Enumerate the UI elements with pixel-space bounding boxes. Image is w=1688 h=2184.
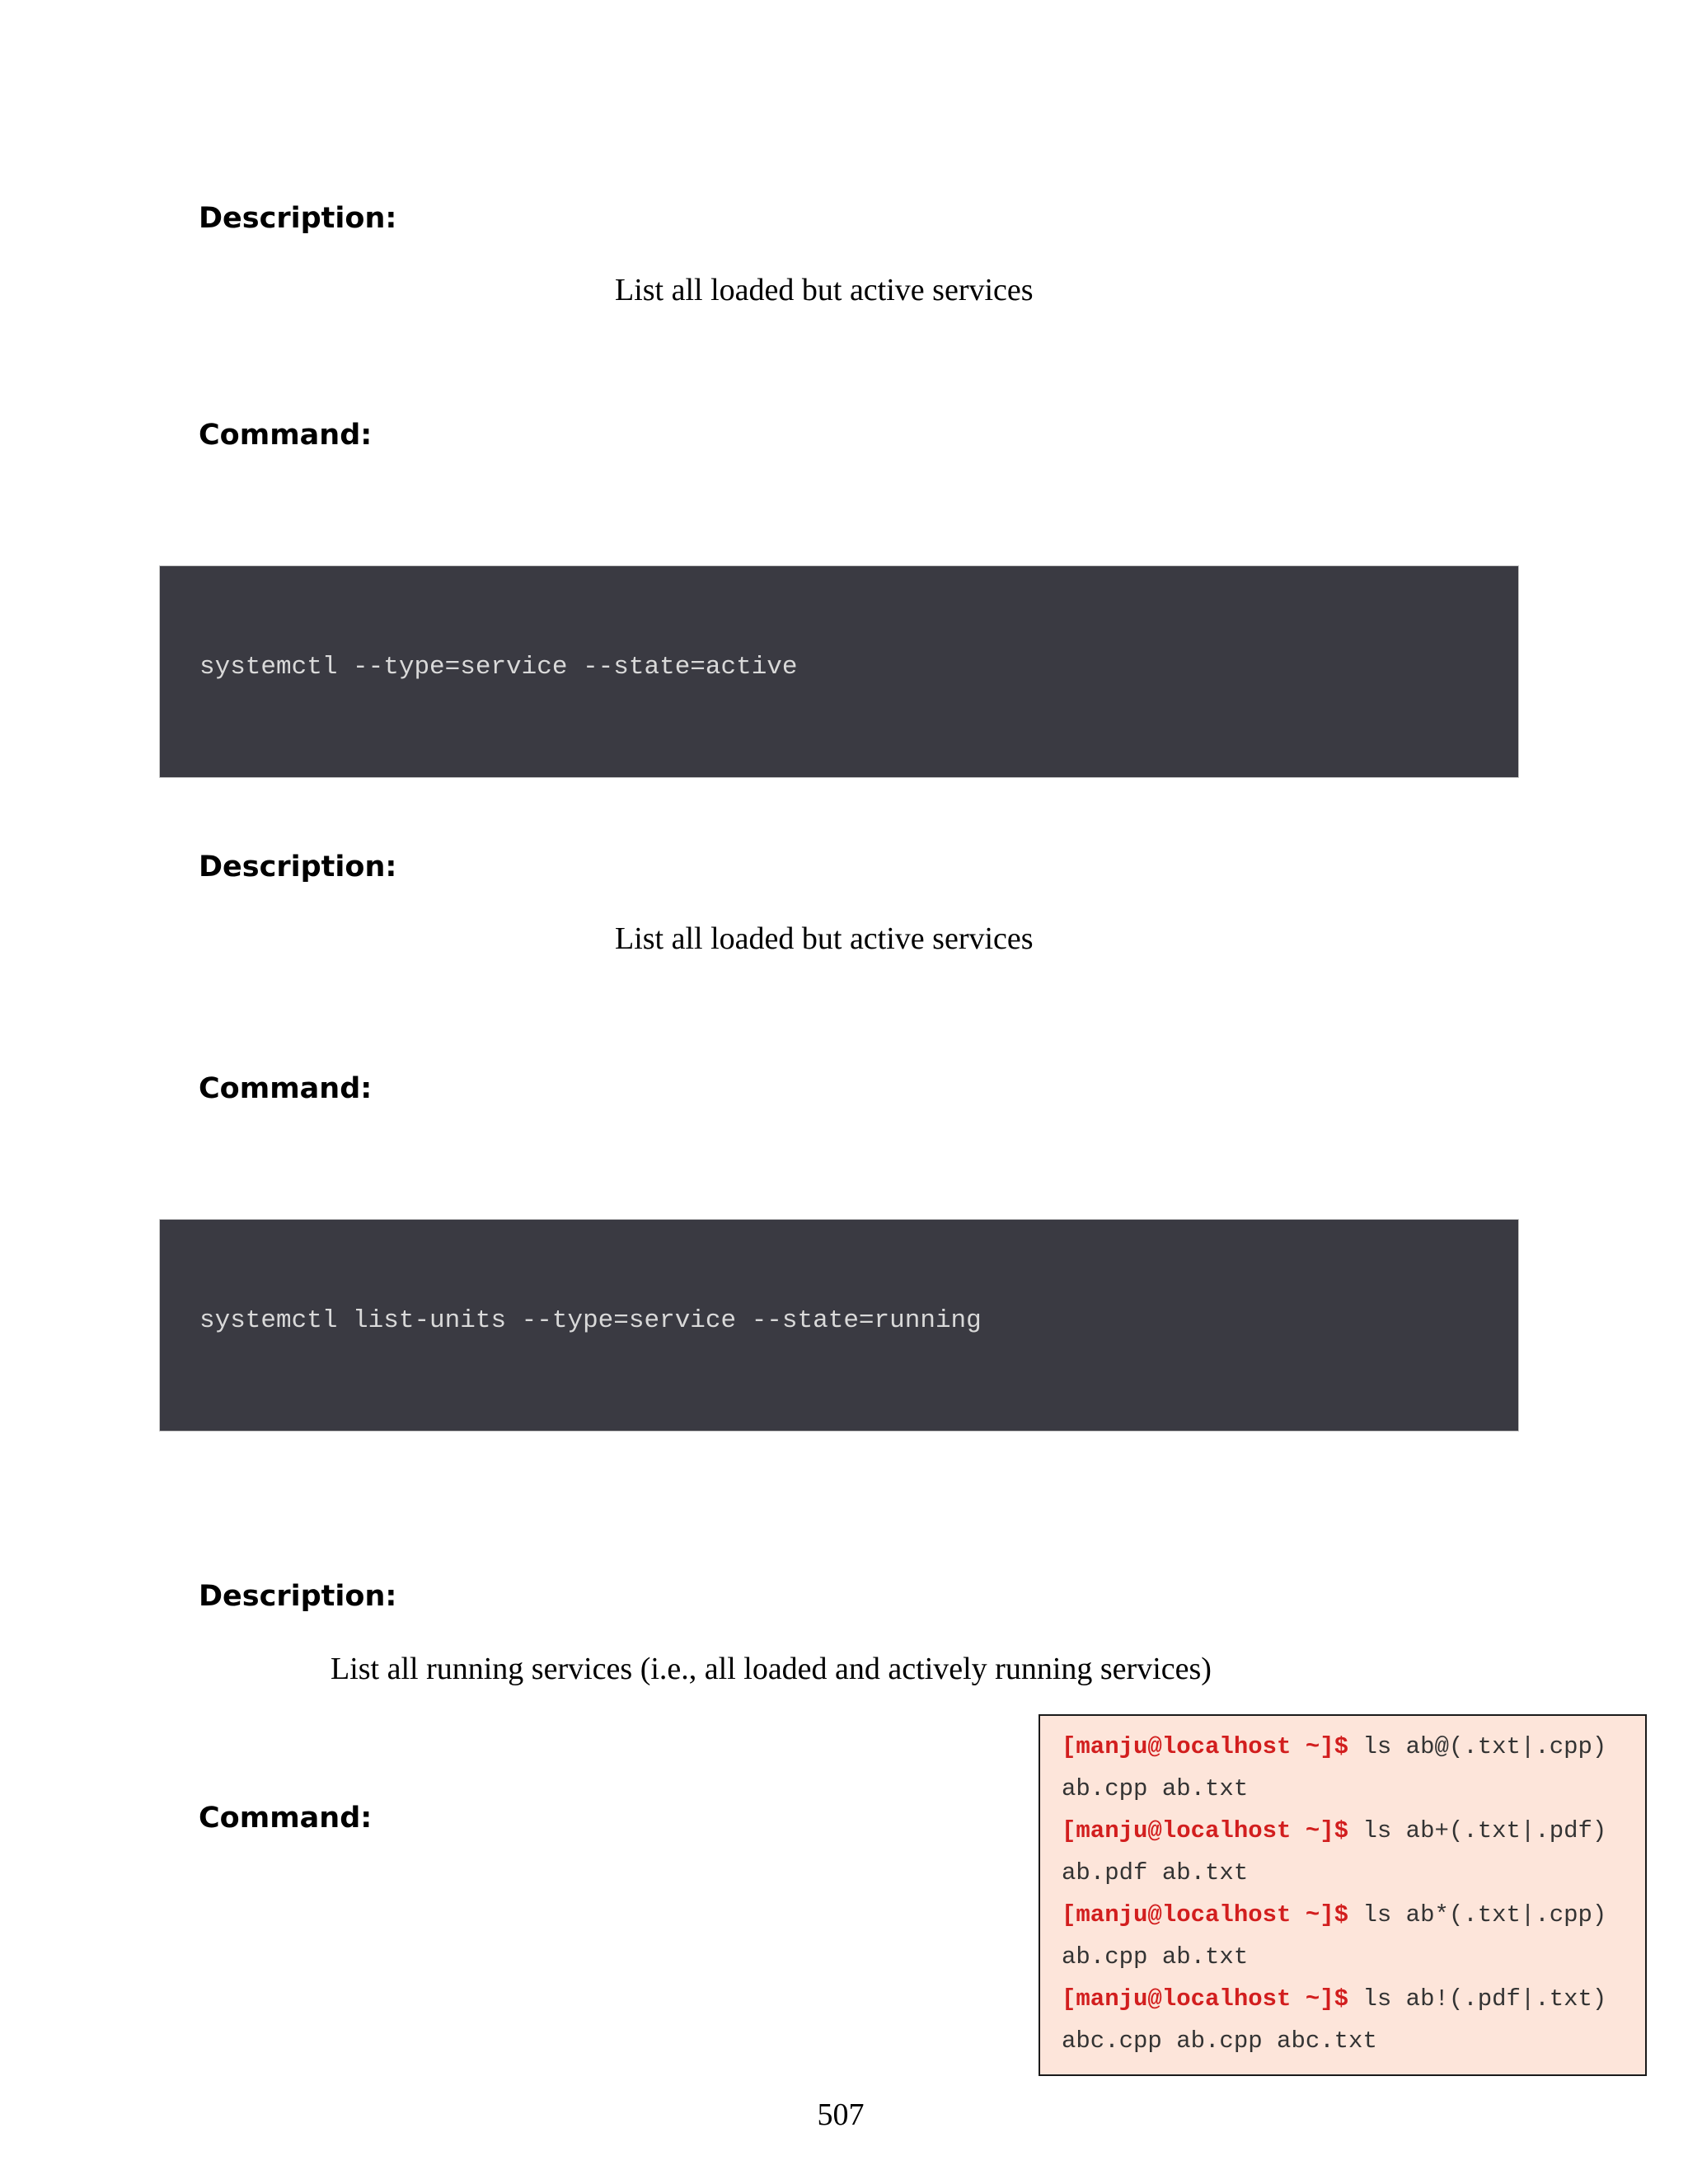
terminal-prompt: [manju@localhost ~]$	[1062, 1985, 1349, 2013]
terminal-output: abc.cpp ab.cpp abc.txt	[1062, 2027, 1377, 2055]
description-heading-3: Description:	[199, 1580, 397, 1613]
terminal-line	[1062, 1810, 1645, 1852]
terminal-example	[1039, 1714, 1647, 2076]
terminal-command: ls ab*(.txt|.cpp)	[1348, 1901, 1607, 1929]
terminal-output: ab.cpp ab.txt	[1062, 1943, 1249, 1971]
code-text-2: systemctl list-units --type=service --state=running	[199, 1306, 982, 1335]
description-heading-1: Description:	[199, 202, 397, 235]
terminal-line	[1062, 1978, 1645, 2020]
description-heading-2: Description:	[199, 851, 397, 883]
terminal-output: ab.pdf ab.txt	[1062, 1859, 1249, 1886]
page-number: 507	[817, 2097, 865, 2132]
terminal-command: ls ab!(.pdf|.txt)	[1348, 1985, 1607, 2013]
code-block-2	[159, 1219, 1519, 1432]
description-text-1: List all loaded but active services	[615, 273, 1034, 307]
command-heading-1: Command:	[199, 419, 373, 452]
terminal-line	[1062, 1726, 1645, 1768]
terminal-prompt: [manju@localhost ~]$	[1062, 1817, 1349, 1844]
code-text-1: systemctl --type=service --state=active	[199, 653, 798, 682]
terminal-command: ls ab+(.txt|.pdf)	[1348, 1817, 1607, 1844]
terminal-prompt: [manju@localhost ~]$	[1062, 1733, 1349, 1760]
description-text-3: List all running services (i.e., all loaded and actively running services)	[331, 1652, 1212, 1686]
terminal-command: ls ab@(.txt|.cpp)	[1348, 1733, 1607, 1760]
command-heading-3: Command:	[199, 1802, 373, 1835]
command-heading-2: Command:	[199, 1072, 373, 1105]
terminal-line	[1062, 1894, 1645, 1936]
terminal-prompt: [manju@localhost ~]$	[1062, 1901, 1349, 1929]
code-block-1	[159, 565, 1519, 778]
terminal-output: ab.cpp ab.txt	[1062, 1775, 1249, 1802]
description-text-2: List all loaded but active services	[615, 921, 1034, 956]
